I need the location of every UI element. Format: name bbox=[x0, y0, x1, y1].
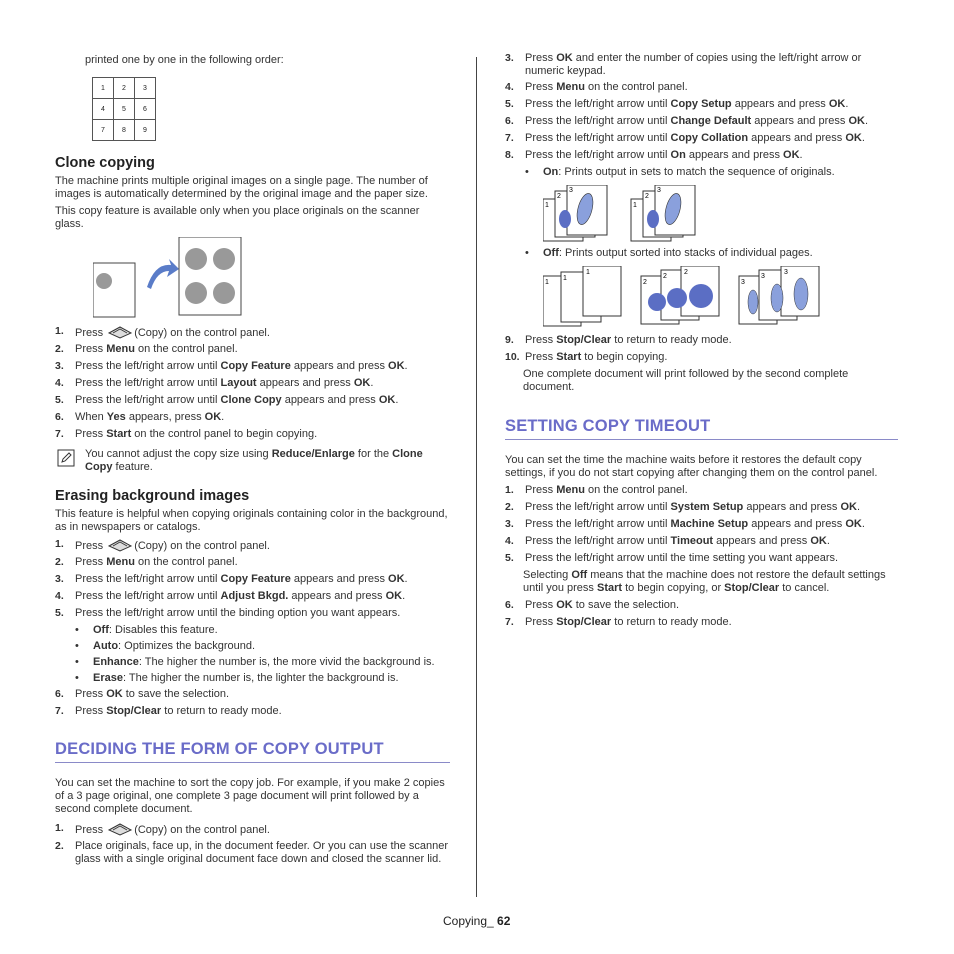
form-steps bbox=[55, 822, 450, 866]
step-number: 1. bbox=[55, 822, 64, 834]
step-text: Press the left/right arrow until bbox=[525, 98, 671, 110]
clone-step-1 bbox=[55, 325, 450, 340]
erase-step-5 bbox=[55, 607, 450, 621]
collation-step-9 bbox=[505, 334, 898, 348]
step-keyword: Clone Copy bbox=[220, 394, 282, 406]
erase-paragraph: This feature is helpful when copying originals containing color in the background, as in newspapers or catalogs. bbox=[55, 508, 448, 533]
clone-step-4 bbox=[55, 377, 450, 391]
svg-text:2: 2 bbox=[643, 279, 647, 286]
step-text: . bbox=[857, 501, 861, 513]
detail-text: to begin copying, or bbox=[622, 582, 725, 594]
svg-text:3: 3 bbox=[761, 273, 765, 280]
svg-text:3: 3 bbox=[741, 279, 745, 286]
grid-cell: 5 bbox=[114, 99, 135, 120]
step-text: on the control panel. bbox=[584, 484, 688, 496]
step-text: Press the left/right arrow until the binding option you want appears. bbox=[75, 607, 401, 619]
step-number: 1. bbox=[55, 325, 64, 337]
step-text: Press the left/right arrow until bbox=[525, 115, 671, 127]
clone-step-6 bbox=[55, 411, 450, 425]
collated-output-illustration bbox=[543, 185, 713, 243]
step-text: appears and press bbox=[751, 115, 849, 127]
step-text: . bbox=[221, 411, 225, 423]
svg-text:1: 1 bbox=[545, 279, 549, 286]
step-keyword: On bbox=[670, 149, 686, 161]
note-keyword: Clone Copy bbox=[85, 448, 423, 473]
step-text: Press bbox=[525, 616, 557, 628]
collation-step-3 bbox=[505, 52, 898, 78]
step-keyword: OK bbox=[353, 377, 371, 389]
clone-paragraph-1: The machine prints multiple original images on a single page. The number of images is automatically determined by the original image and the paper size. bbox=[55, 175, 428, 200]
step-keyword: Copy Collation bbox=[670, 132, 749, 144]
step-keyword: OK bbox=[845, 518, 862, 530]
step-text: appears and press bbox=[685, 149, 784, 161]
copy-button-icon bbox=[107, 822, 133, 836]
step-number: 7. bbox=[55, 705, 64, 717]
step-text: to begin copying. bbox=[581, 351, 668, 363]
step-text: Press bbox=[525, 351, 557, 363]
step-number: 7. bbox=[505, 132, 514, 144]
step-number: 2. bbox=[505, 501, 514, 513]
step-keyword: OK bbox=[388, 573, 405, 585]
grid-cell: 2 bbox=[114, 78, 135, 99]
step-text: appears and press bbox=[748, 132, 846, 144]
option-text: : Optimizes the background. bbox=[118, 640, 256, 652]
erase-option-erase bbox=[55, 672, 450, 685]
detail-text: to cancel. bbox=[779, 582, 830, 594]
svg-text:2: 2 bbox=[557, 193, 561, 200]
option-keyword: On bbox=[543, 166, 559, 178]
step-text: appears and press bbox=[290, 360, 389, 372]
step-keyword: OK bbox=[845, 132, 862, 144]
step-text: (Copy) on the control panel. bbox=[134, 327, 270, 339]
collation-step-10 bbox=[505, 351, 898, 365]
note-keyword: Reduce/Enlarge bbox=[271, 448, 355, 460]
collation-option-off bbox=[505, 247, 898, 260]
copy-button-icon bbox=[107, 538, 133, 552]
step-text: . bbox=[826, 535, 830, 547]
step-text: Press the left/right arrow until bbox=[75, 590, 221, 602]
step-number: 3. bbox=[505, 52, 514, 64]
step-keyword: OK bbox=[378, 394, 396, 406]
option-text: : The higher the number is, the lighter the background is. bbox=[122, 672, 399, 684]
step-keyword: Start bbox=[106, 428, 132, 440]
timeout-step-2 bbox=[505, 501, 898, 515]
step-keyword: Yes bbox=[106, 411, 126, 423]
step-number: 9. bbox=[505, 334, 514, 346]
step-number: 8. bbox=[505, 149, 514, 161]
option-keyword: Off bbox=[543, 247, 559, 259]
step-number: 2. bbox=[55, 556, 64, 568]
step-number: 2. bbox=[55, 840, 64, 852]
step-keyword: Stop/Clear bbox=[556, 334, 612, 346]
step-keyword: Timeout bbox=[670, 535, 714, 547]
svg-text:1: 1 bbox=[633, 202, 637, 209]
detail-text: means that the machine does not restore the default settings until you press bbox=[523, 569, 886, 594]
step-number: 3. bbox=[55, 573, 64, 585]
step-keyword: OK bbox=[840, 501, 857, 513]
erase-steps bbox=[55, 538, 450, 719]
step-keyword: Menu bbox=[556, 484, 585, 496]
clone-step-2 bbox=[55, 343, 450, 357]
timeout-step-5-detail bbox=[505, 569, 898, 595]
step-text: . bbox=[402, 590, 406, 602]
step-text: to save the selection. bbox=[122, 688, 230, 700]
grid-cell: 9 bbox=[135, 120, 156, 141]
step-text: on the control panel. bbox=[134, 343, 238, 355]
detail-keyword: Off bbox=[571, 569, 588, 581]
column-divider bbox=[476, 57, 477, 897]
step-keyword: Stop/Clear bbox=[106, 705, 162, 717]
step-keyword: OK bbox=[828, 98, 846, 110]
bullet-dot: • bbox=[75, 624, 79, 636]
timeout-paragraph: You can set the time the machine waits before it restores the default copy settings, if you do not start copying after changing them on the control panel. bbox=[505, 454, 878, 479]
right-column bbox=[505, 52, 898, 633]
option-keyword: Off bbox=[93, 624, 109, 636]
note-text: You cannot adjust the copy size using bbox=[85, 448, 272, 460]
step-text: appears and press bbox=[281, 394, 379, 406]
option-keyword: Auto bbox=[93, 640, 119, 652]
timeout-step-5 bbox=[505, 552, 898, 566]
clone-step-5 bbox=[55, 394, 450, 408]
step-keyword: System Setup bbox=[670, 501, 744, 513]
step-keyword: Start bbox=[556, 351, 582, 363]
step-text: Press bbox=[525, 599, 557, 611]
step-text: Press the left/right arrow until bbox=[525, 518, 671, 530]
step-text: to return to ready mode. bbox=[611, 334, 732, 346]
step-number: 4. bbox=[55, 377, 64, 389]
step-keyword: OK bbox=[385, 590, 403, 602]
form-step-1 bbox=[55, 822, 450, 837]
grid-cell: 1 bbox=[93, 78, 114, 99]
step-keyword: Copy Setup bbox=[670, 98, 732, 110]
timeout-step-3 bbox=[505, 518, 898, 532]
svg-text:1: 1 bbox=[545, 202, 549, 209]
step-keyword: Adjust Bkgd. bbox=[220, 590, 289, 602]
svg-text:2: 2 bbox=[645, 193, 649, 200]
note-pencil-icon bbox=[57, 449, 75, 467]
step-text: Press bbox=[75, 688, 107, 700]
copy-button-icon bbox=[107, 325, 133, 339]
bullet-dot: • bbox=[525, 247, 529, 259]
option-text: : Prints output in sets to match the sequence of originals. bbox=[558, 166, 835, 178]
grid-cell: 4 bbox=[93, 99, 114, 120]
step-text: Press bbox=[525, 81, 557, 93]
step-text: . bbox=[864, 115, 868, 127]
step-keyword: Menu bbox=[106, 343, 135, 355]
step-keyword: Menu bbox=[106, 556, 135, 568]
step-number: 6. bbox=[505, 115, 514, 127]
step-10-detail: One complete document will print followed by the second complete document. bbox=[523, 368, 849, 393]
step-text: appears, press bbox=[125, 411, 205, 423]
grid-cell: 6 bbox=[135, 99, 156, 120]
grid-cell: 3 bbox=[135, 78, 156, 99]
clone-steps bbox=[55, 325, 450, 442]
step-text: (Copy) on the control panel. bbox=[134, 824, 270, 836]
step-text: Press bbox=[75, 540, 107, 552]
step-keyword: OK bbox=[783, 149, 800, 161]
step-number: 3. bbox=[55, 360, 64, 372]
step-number: 1. bbox=[55, 538, 64, 550]
step-text: on the control panel to begin copying. bbox=[131, 428, 318, 440]
step-keyword: Stop/Clear bbox=[556, 616, 612, 628]
step-number: 4. bbox=[55, 590, 64, 602]
step-text: Place originals, face up, in the document feeder. Or you can use the scanner glass with a single original document face down and closed the scanner lid. bbox=[75, 840, 449, 865]
step-text: Press bbox=[75, 428, 107, 440]
deciding-form-heading: DECIDING THE FORM OF COPY OUTPUT bbox=[55, 739, 450, 763]
step-keyword: Copy Feature bbox=[220, 360, 291, 372]
step-number: 5. bbox=[505, 98, 514, 110]
detail-keyword: Start bbox=[596, 582, 623, 594]
erase-step-2 bbox=[55, 556, 450, 570]
step-text: Press bbox=[525, 484, 557, 496]
footer-label: Copying_ bbox=[443, 914, 498, 928]
step-text: Press the left/right arrow until the time setting you want appears. bbox=[525, 552, 839, 564]
timeout-step-4 bbox=[505, 535, 898, 549]
grid-cell: 7 bbox=[93, 120, 114, 141]
erase-step-4 bbox=[55, 590, 450, 604]
clone-paragraph-2: This copy feature is available only when you place originals on the scanner glass. bbox=[55, 205, 420, 230]
step-number: 5. bbox=[505, 552, 514, 564]
note-text: for the bbox=[354, 448, 393, 460]
svg-text:3: 3 bbox=[657, 187, 661, 194]
step-text: appears and press bbox=[743, 501, 841, 513]
step-text: Press the left/right arrow until bbox=[75, 377, 221, 389]
option-keyword: Erase bbox=[93, 672, 123, 684]
step-text: on the control panel. bbox=[584, 81, 688, 93]
left-column bbox=[55, 52, 450, 869]
step-keyword: Layout bbox=[220, 377, 257, 389]
step-keyword: OK bbox=[556, 52, 573, 64]
bullet-dot: • bbox=[525, 166, 529, 178]
step-keyword: Change Default bbox=[670, 115, 752, 127]
step-text: . bbox=[404, 360, 408, 372]
option-text: : Disables this feature. bbox=[108, 624, 218, 636]
setting-copy-timeout-heading: SETTING COPY TIMEOUT bbox=[505, 416, 898, 440]
step-number: 6. bbox=[505, 599, 514, 611]
step-text: . bbox=[845, 98, 849, 110]
step-number: 7. bbox=[55, 428, 64, 440]
svg-text:2: 2 bbox=[663, 273, 667, 280]
step-text: Press bbox=[525, 334, 557, 346]
step-number: 6. bbox=[55, 411, 64, 423]
detail-text: Selecting bbox=[523, 569, 572, 581]
clone-note bbox=[55, 448, 450, 474]
step-text: . bbox=[861, 132, 865, 144]
step-text: Press the left/right arrow until bbox=[525, 149, 671, 161]
page-number: 62 bbox=[497, 914, 511, 928]
collation-step-7 bbox=[505, 132, 898, 146]
collation-option-on bbox=[505, 166, 898, 179]
step-text: . bbox=[395, 394, 399, 406]
option-keyword: Enhance bbox=[93, 656, 139, 668]
step-number: 6. bbox=[55, 688, 64, 700]
step-text: Press bbox=[75, 343, 107, 355]
erase-option-enhance bbox=[55, 656, 450, 669]
step-text: appears and press bbox=[748, 518, 846, 530]
step-text: Press the left/right arrow until bbox=[75, 360, 221, 372]
step-number: 3. bbox=[505, 518, 514, 530]
step-text: to return to ready mode. bbox=[611, 616, 732, 628]
note-text: feature. bbox=[112, 461, 153, 473]
erase-option-auto bbox=[55, 640, 450, 653]
step-number: 5. bbox=[55, 607, 64, 619]
erase-step-1 bbox=[55, 538, 450, 553]
timeout-step-1 bbox=[505, 484, 898, 498]
collation-step-4 bbox=[505, 81, 898, 95]
step-text: and enter the number of copies using the left/right arrow or numeric keypad. bbox=[525, 52, 862, 77]
step-number: 2. bbox=[55, 343, 64, 355]
step-text: Press bbox=[75, 824, 107, 836]
clone-copy-illustration bbox=[93, 237, 273, 319]
step-keyword: OK bbox=[388, 360, 405, 372]
step-text: (Copy) on the control panel. bbox=[134, 540, 270, 552]
timeout-steps bbox=[505, 484, 898, 630]
step-keyword: OK bbox=[810, 535, 827, 547]
clone-step-7 bbox=[55, 428, 450, 442]
clone-copying-heading: Clone copying bbox=[55, 155, 155, 171]
bullet-dot: • bbox=[75, 640, 79, 652]
option-text: : Prints output sorted into stacks of individual pages. bbox=[558, 247, 813, 259]
svg-text:3: 3 bbox=[784, 269, 788, 276]
collation-step-6 bbox=[505, 115, 898, 129]
step-text: Press bbox=[75, 556, 107, 568]
collation-step-5 bbox=[505, 98, 898, 112]
option-text: : The higher the number is, the more vivid the background is. bbox=[138, 656, 435, 668]
intro-text: printed one by one in the following order: bbox=[85, 54, 284, 66]
step-keyword: OK bbox=[556, 599, 573, 611]
step-text: Press bbox=[75, 327, 107, 339]
form-paragraph: You can set the machine to sort the copy job. For example, if you make 2 copies of a 3 page original, one complete 3 page document will print followed by a second complete document. bbox=[55, 777, 445, 815]
step-number: 5. bbox=[55, 394, 64, 406]
step-text: on the control panel. bbox=[134, 556, 238, 568]
step-text: appears and press bbox=[731, 98, 829, 110]
step-text: appears and press bbox=[288, 590, 386, 602]
step-text: Press the left/right arrow until bbox=[75, 573, 221, 585]
svg-text:1: 1 bbox=[563, 275, 567, 282]
form-step-2 bbox=[55, 840, 450, 866]
step-text: appears and press bbox=[713, 535, 811, 547]
step-keyword: Machine Setup bbox=[670, 518, 749, 530]
step-text: Press bbox=[525, 52, 557, 64]
step-text: . bbox=[404, 573, 408, 585]
step-number: 4. bbox=[505, 535, 514, 547]
uncollated-output-illustration bbox=[543, 266, 833, 328]
erase-step-7 bbox=[55, 705, 450, 719]
step-number: 10. bbox=[505, 351, 520, 363]
timeout-step-6 bbox=[505, 599, 898, 613]
svg-text:3: 3 bbox=[569, 187, 573, 194]
step-keyword: Menu bbox=[556, 81, 585, 93]
step-keyword: OK bbox=[204, 411, 222, 423]
step-text: to save the selection. bbox=[572, 599, 680, 611]
page-footer bbox=[443, 915, 510, 928]
erasing-background-heading: Erasing background images bbox=[55, 488, 250, 504]
bullet-dot: • bbox=[75, 656, 79, 668]
step-number: 4. bbox=[505, 81, 514, 93]
step-keyword: OK bbox=[106, 688, 123, 700]
step-text: appears and press bbox=[290, 573, 389, 585]
svg-text:2: 2 bbox=[684, 269, 688, 276]
grid-cell: 8 bbox=[114, 120, 135, 141]
step-text: appears and press bbox=[256, 377, 354, 389]
timeout-step-7 bbox=[505, 616, 898, 630]
detail-keyword: Stop/Clear bbox=[724, 582, 780, 594]
collation-step-8 bbox=[505, 149, 898, 163]
clone-step-3 bbox=[55, 360, 450, 374]
step-text: Press the left/right arrow until bbox=[525, 132, 671, 144]
erase-step-3 bbox=[55, 573, 450, 587]
step-text: Press the left/right arrow until bbox=[525, 535, 671, 547]
svg-text:1: 1 bbox=[586, 269, 590, 276]
bullet-dot: • bbox=[75, 672, 79, 684]
step-text: . bbox=[799, 149, 803, 161]
step-text: to return to ready mode. bbox=[161, 705, 282, 717]
step-keyword: Copy Feature bbox=[220, 573, 291, 585]
step-text: Press the left/right arrow until bbox=[75, 394, 221, 406]
page-order-grid bbox=[92, 77, 156, 141]
erase-step-6 bbox=[55, 688, 450, 702]
step-text: . bbox=[370, 377, 374, 389]
step-text: Press bbox=[75, 705, 107, 717]
erase-option-off bbox=[55, 624, 450, 637]
collation-steps bbox=[505, 52, 898, 394]
step-text: When bbox=[75, 411, 107, 423]
step-keyword: OK bbox=[848, 115, 865, 127]
step-number: 7. bbox=[505, 616, 514, 628]
step-number: 1. bbox=[505, 484, 514, 496]
step-text: . bbox=[861, 518, 865, 530]
step-text: Press the left/right arrow until bbox=[525, 501, 671, 513]
